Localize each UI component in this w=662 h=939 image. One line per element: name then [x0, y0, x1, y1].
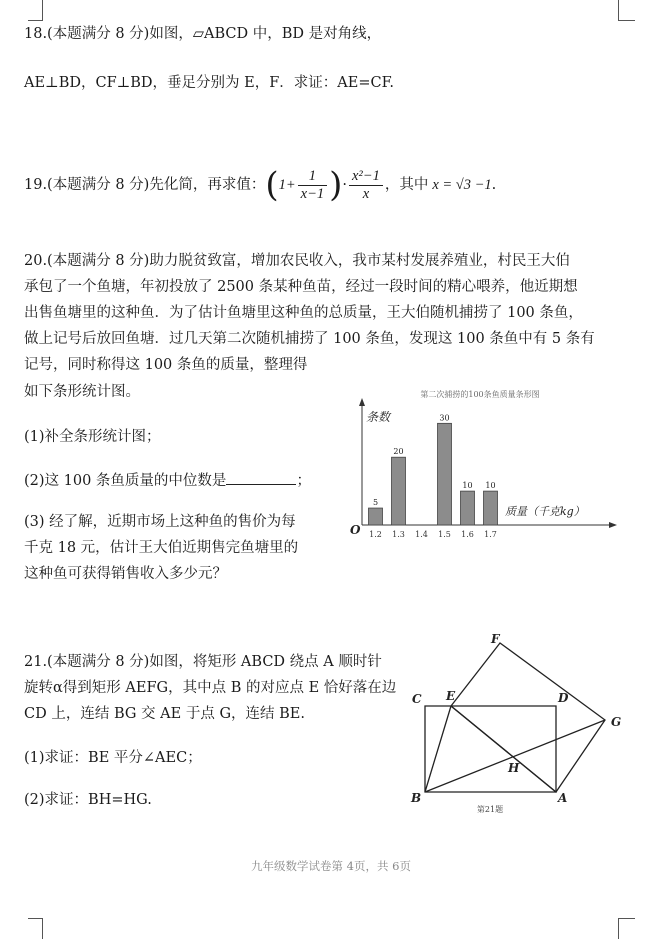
q19-fraction-2 [349, 168, 383, 203]
label-a: A [558, 791, 568, 805]
q19-end: . [491, 177, 497, 193]
q19-mid: ，其中 [384, 177, 429, 193]
q19-one: 1+ [278, 177, 296, 193]
data-label-1-5: 30 [439, 413, 450, 423]
q21-line2: 旋转α得到矩形 AEFG，其中点 B 的对应点 E 恰好落在边 [24, 680, 397, 696]
q19-f1-numerator: 1 [298, 168, 327, 186]
q20-line5: 记号，同时称得这 100 条鱼的质量，整理得 [24, 357, 308, 373]
q21-part2: (2)求证：BH=HG. [24, 792, 152, 808]
crop-mark-bottom-right [618, 918, 635, 939]
label-b: B [411, 791, 422, 805]
data-label-1-2: 5 [372, 498, 379, 508]
fish-weight-bar-chart [330, 380, 630, 550]
crop-mark-top-right [618, 0, 635, 21]
y-axis-label: 条数 [366, 410, 391, 424]
crop-mark-top-left [28, 0, 43, 21]
x-tick-label-1-7: 1.7 [484, 530, 497, 539]
label-c: C [412, 692, 422, 706]
q20-line1: 20.(本题满分 8 分)助力脱贫致富，增加农民收入，我市某村发展养殖业，村民王大伯 [24, 253, 570, 269]
label-g: G [611, 715, 622, 729]
x-tick-label-1-4: 1.4 [415, 530, 428, 539]
q20-line4: 做上记号后放回鱼塘．过几天第二次随机捕捞了 100 条鱼，发现这 100 条鱼中有 5 条有 [24, 331, 595, 347]
q20-line6: 如下条形统计图。 [24, 384, 140, 400]
q19-line [24, 160, 496, 210]
data-label-1-6: 10 [462, 481, 473, 491]
q19-right-paren: ) [329, 165, 343, 205]
y-axis-arrow [359, 398, 365, 406]
data-label-1-3: 20 [393, 447, 404, 457]
q20-part3-line3: 这种鱼可获得销售收入多少元？ [24, 566, 227, 582]
bar-1-6 [461, 491, 475, 525]
bar-group [369, 413, 498, 539]
label-d: D [558, 691, 569, 705]
x-tick-label-1-2: 1.2 [369, 530, 382, 539]
bar-1-3 [392, 457, 406, 525]
q21-part1: (1)求证：BE 平分∠AEC； [24, 750, 202, 766]
label-e: E [446, 689, 456, 703]
q19-dot: · [342, 177, 347, 193]
bar-1-5 [438, 423, 452, 525]
q19-condition: x = √3 −1 [432, 177, 492, 193]
origin-label: O [350, 523, 361, 537]
q19-prefix: 19.(本题满分 8 分)先化简，再求值： [24, 177, 266, 193]
q20-line2: 承包了一个鱼塘，年初投放了 2500 条某种鱼苗，经过一段时间的精心喂养，他近期想 [24, 279, 578, 295]
q20-line3: 出售鱼塘里的这种鱼．为了估计鱼塘里这种鱼的总质量，王大伯随机捕捞了 100 条鱼， [24, 305, 583, 321]
x-tick-label-1-5: 1.5 [438, 530, 451, 539]
q20-part2 [24, 470, 311, 491]
q20-part1: (1)补全条形统计图； [24, 429, 161, 445]
q20-part2-text: (2)这 100 条鱼质量的中位数是 [24, 473, 227, 489]
bar-1-7 [484, 491, 498, 525]
x-tick-label-1-3: 1.3 [392, 530, 405, 539]
x-axis-arrow [609, 522, 617, 528]
bar-1-2 [369, 508, 383, 525]
label-h: H [508, 761, 520, 775]
rectangle-abcd [425, 706, 556, 792]
segment-ea [451, 706, 556, 792]
page-footer: 九年级数学试卷第 4页，共 6页 [251, 859, 411, 873]
q18-line1: 18.(本题满分 8 分)如图，▱ABCD 中，BD 是对角线， [24, 26, 382, 42]
data-label-1-7: 10 [485, 481, 496, 491]
q19-fraction-1 [298, 168, 327, 203]
q20-part3-line1: (3) 经了解，近期市场上这种鱼的售价为每 [24, 514, 296, 530]
q21-line1: 21.(本题满分 8 分)如图，将矩形 ABCD 绕点 A 顺时针 [24, 654, 382, 670]
q18-line2: AE⊥BD，CF⊥BD，垂足分别为 E，F．求证：AE=CF. [24, 75, 395, 91]
geometry-figure-q21 [400, 630, 640, 820]
label-f: F [491, 632, 500, 646]
q19-left-paren: ( [265, 165, 279, 205]
q21-line3: CD 上，连结 BG 交 AE 于点 G，连结 BE. [24, 706, 305, 722]
x-tick-label-1-6: 1.6 [461, 530, 474, 539]
x-axis-label: 质量（千克kg） [505, 505, 585, 518]
q19-f2-numerator: x²−1 [349, 168, 383, 186]
q19-f2-denominator: x [362, 185, 370, 202]
q19-f1-denominator: x−1 [300, 185, 325, 202]
q20-part2-end: ； [296, 473, 311, 489]
segment-bg [425, 720, 605, 792]
figure-caption: 第21题 [476, 805, 504, 814]
crop-mark-bottom-left [28, 918, 43, 939]
chart-title: 第二次捕捞的100条鱼质量条形图 [420, 390, 540, 399]
answer-blank [226, 470, 296, 485]
q20-part3-line2: 千克 18 元，估计王大伯近期售完鱼塘里的 [24, 540, 299, 556]
segment-be [425, 706, 451, 792]
